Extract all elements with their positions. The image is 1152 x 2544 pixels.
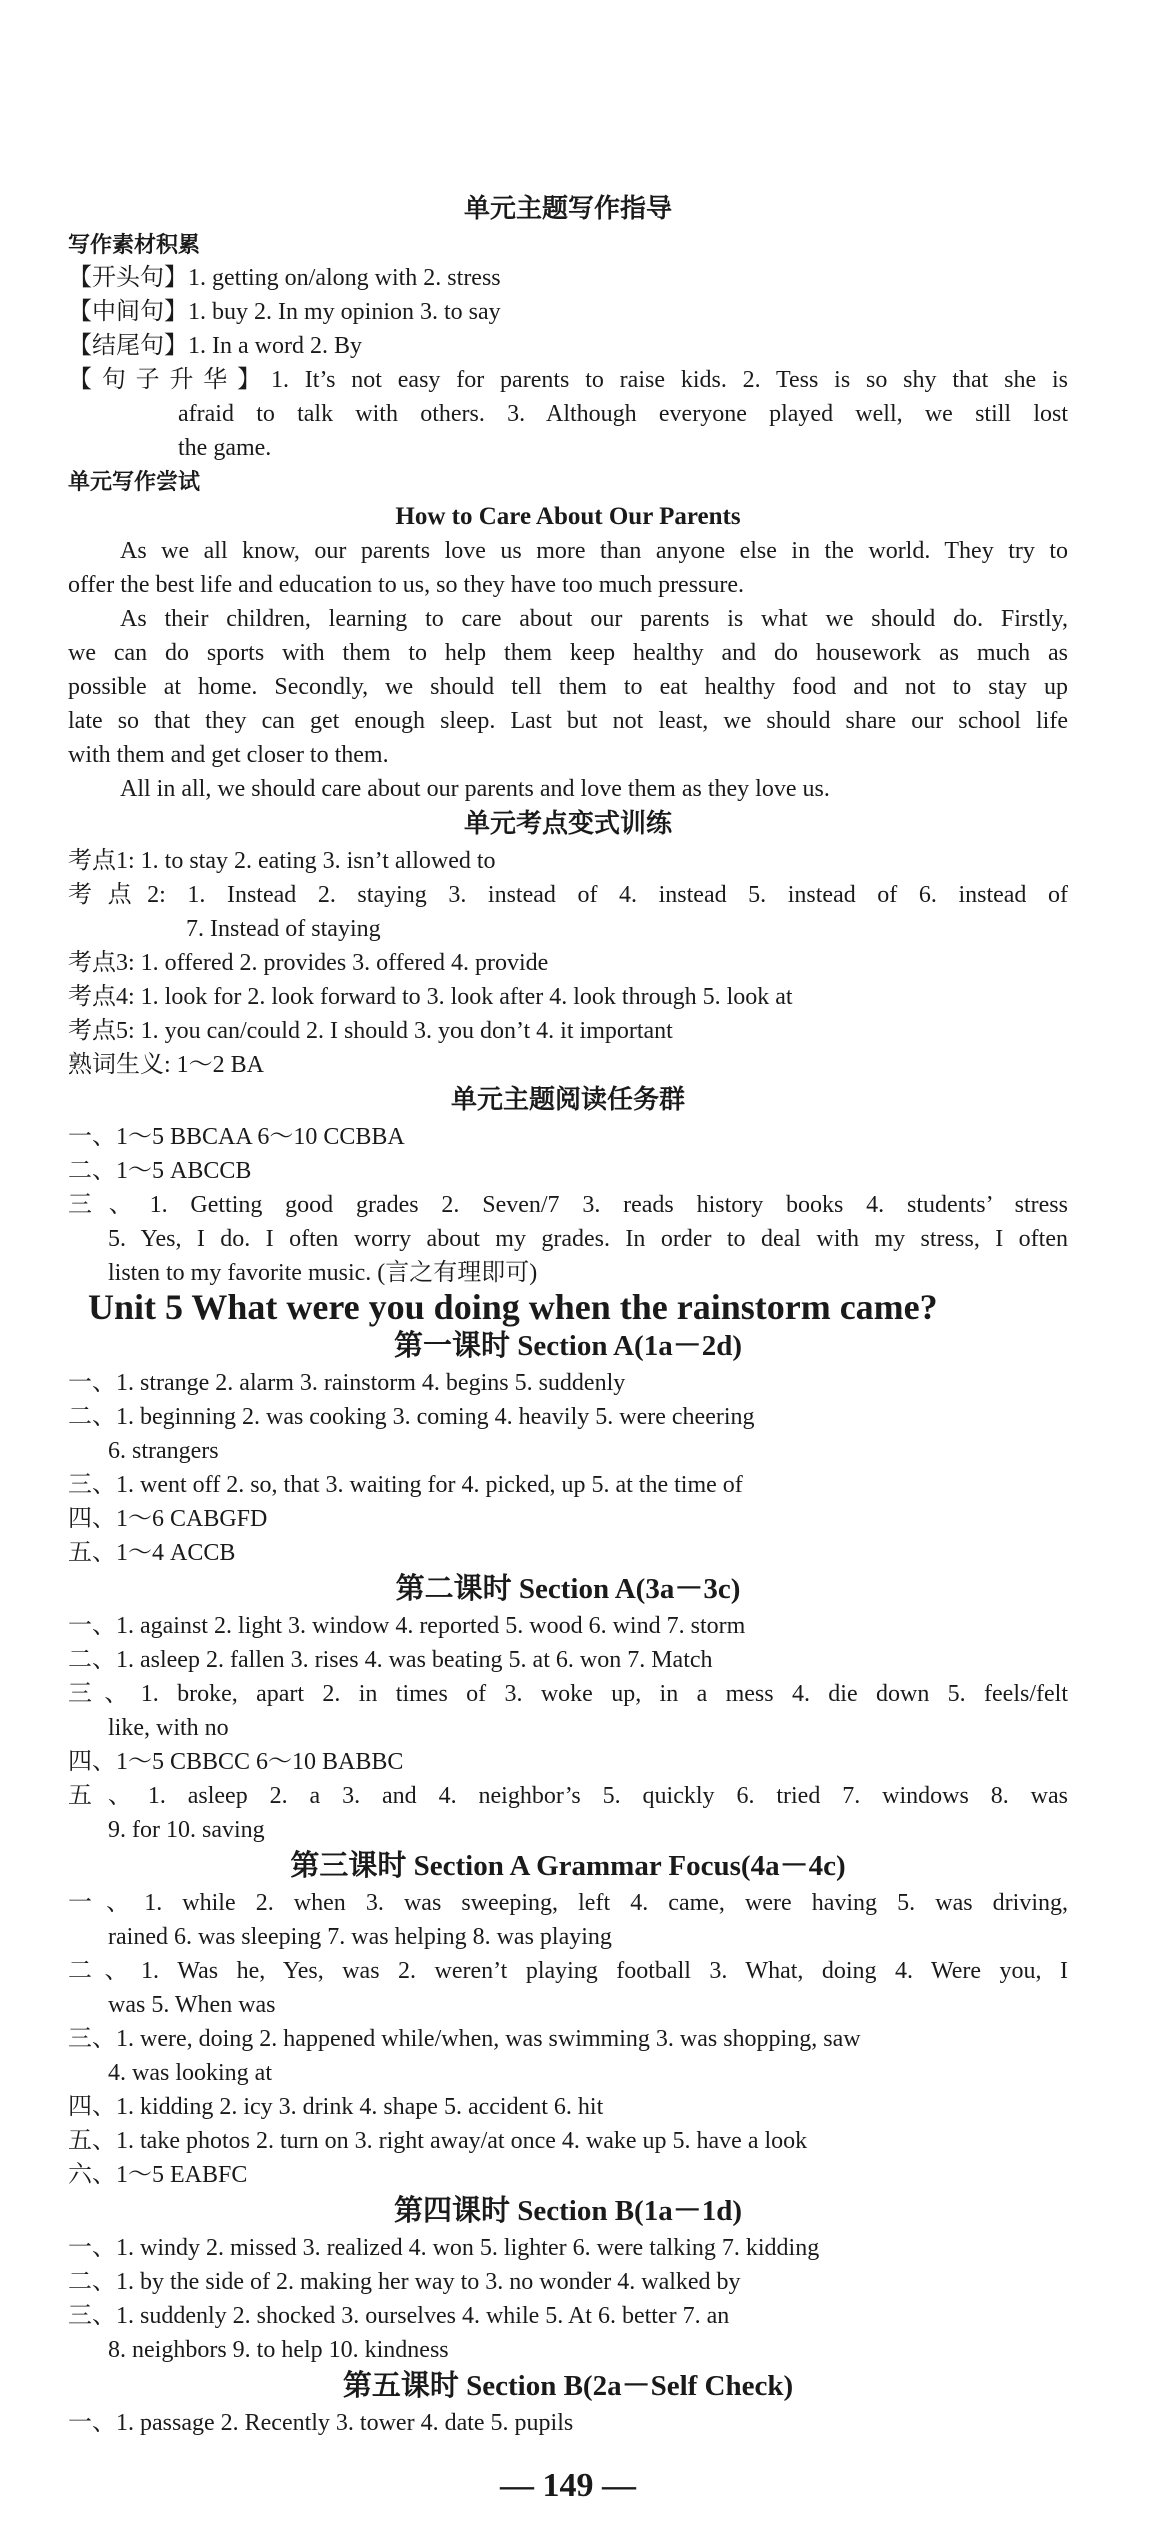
lesson-2-part-2: 二、1. asleep 2. fallen 3. rises 4. was beating 5. at 6. won 7. Match: [68, 1647, 713, 1673]
lesson-4-part-2: 二、1. by the side of 2. making her way to 3. no wonder 4. walked by: [68, 2269, 741, 2295]
lesson-5-title: 第五课时 Section B(2a－Self Check): [342, 2370, 794, 2402]
exam-point-1: 考点1: 1. to stay 2. eating 3. isn’t allowed to: [68, 848, 496, 874]
sentence-upgrade-line-3: the game.: [178, 435, 272, 461]
lesson-2-part-5-line-1: 五、1. asleep 2. a 3. and 4. neighbor’s 5. quickly 6. tried 7. windows 8. was: [68, 1783, 1068, 1809]
opening-sentences: 【开头句】1. getting on/along with 2. stress: [68, 265, 501, 291]
lesson-5-part-1: 一、1. passage 2. Recently 3. tower 4. date 5. pupils: [68, 2410, 574, 2436]
lesson-3-part-6: 六、1～5 EABFC: [68, 2162, 248, 2188]
lesson-2-part-5-line-2: 9. for 10. saving: [108, 1817, 265, 1843]
essay-title: How to Care About Our Parents: [395, 503, 741, 530]
lesson-2-title: 第二课时 Section A(3a－3c): [395, 1573, 741, 1605]
lesson-4-part-3-line-1: 三、1. suddenly 2. shocked 3. ourselves 4. while 5. At 6. better 7. an: [68, 2303, 730, 2329]
lesson-3-part-1-line-2: rained 6. was sleeping 7. was helping 8. was playing: [108, 1924, 612, 1950]
lesson-3-part-2-line-1: 二、1. Was he, Yes, was 2. weren’t playing football 3. What, doing 4. Were you, I: [68, 1958, 1068, 1984]
lesson-3-part-3-line-1: 三、1. were, doing 2. happened while/when, was swimming 3. was shopping, saw: [68, 2026, 861, 2052]
reading-part-3-line-3: listen to my favorite music. (言之有理即可): [108, 1260, 538, 1286]
lesson-2-part-1: 一、1. against 2. light 3. window 4. reported 5. wood 6. wind 7. storm: [68, 1613, 746, 1639]
lesson-3-title: 第三课时 Section A Grammar Focus(4a－4c): [290, 1850, 846, 1882]
essay-p2-line-4: late so that they can get enough sleep. Last but not least, we should share our school life: [68, 708, 1068, 734]
sentence-upgrade-line-1: 【句子升华】1. It’s not easy for parents to raise kids. 2. Tess is so shy that she is: [68, 367, 1068, 393]
lesson-3-part-4: 四、1. kidding 2. icy 3. drink 4. shape 5. accident 6. hit: [68, 2094, 604, 2120]
essay-p3-line-1: All in all, we should care about our parents and love them as they love us.: [120, 776, 830, 802]
reading-part-3-line-1: 三、1. Getting good grades 2. Seven/7 3. reads history books 4. students’ stress: [68, 1192, 1068, 1218]
lesson-2-part-3-line-2: like, with no: [108, 1715, 229, 1741]
reading-tasks-title: 单元主题阅读任务群: [450, 1085, 685, 1115]
lesson-3-part-3-line-2: 4. was looking at: [108, 2060, 272, 2086]
lesson-4-part-3-line-2: 8. neighbors 9. to help 10. kindness: [108, 2337, 449, 2363]
lesson-1-title: 第一课时 Section A(1a－2d): [393, 1330, 742, 1362]
reading-part-3-line-2: 5. Yes, I do. I often worry about my grades. In order to deal with my stress, I often: [108, 1226, 1068, 1252]
sentence-upgrade-line-2: afraid to talk with others. 3. Although everyone played well, we still lost: [178, 401, 1068, 427]
lesson-1-part-4: 四、1～6 CABGFD: [68, 1506, 268, 1532]
exam-point-3: 考点3: 1. offered 2. provides 3. offered 4. provide: [68, 950, 549, 976]
familiar-word-meaning: 熟词生义: 1～2 BA: [68, 1052, 265, 1078]
essay-p2-line-5: with them and get closer to them.: [68, 742, 389, 768]
writing-guide-title: 单元主题写作指导: [463, 194, 672, 224]
page-number: — 149 —: [500, 2467, 636, 2504]
lesson-4-title: 第四课时 Section B(1a－1d): [393, 2195, 742, 2227]
exam-point-2-line-2: 7. Instead of staying: [186, 916, 381, 942]
lesson-1-part-5: 五、1～4 ACCB: [68, 1540, 236, 1566]
lesson-1-part-2-line-1: 二、1. beginning 2. was cooking 3. coming 4. heavily 5. were cheering: [68, 1404, 755, 1430]
lesson-1-part-2-line-2: 6. strangers: [108, 1438, 219, 1464]
reading-part-1: 一、1～5 BBCAA 6～10 CCBBA: [68, 1124, 405, 1150]
attempt-heading: 单元写作尝试: [68, 470, 201, 495]
middle-sentences: 【中间句】1. buy 2. In my opinion 3. to say: [68, 299, 501, 325]
essay-p1-line-2: offer the best life and education to us, so they have too much pressure.: [68, 572, 745, 598]
essay-p2-line-1: As their children, learning to care about our parents is what we should do. Firstly,: [120, 606, 1068, 632]
lesson-2-part-4: 四、1～5 CBBCC 6～10 BABBC: [68, 1749, 404, 1775]
lesson-3-part-5: 五、1. take photos 2. turn on 3. right away/at once 4. wake up 5. have a look: [68, 2128, 808, 2154]
lesson-4-part-1: 一、1. windy 2. missed 3. realized 4. won 5. lighter 6. were talking 7. kidding: [68, 2235, 820, 2261]
lesson-1-part-3: 三、1. went off 2. so, that 3. waiting for 4. picked, up 5. at the time of: [68, 1472, 743, 1498]
essay-p2-line-3: possible at home. Secondly, we should tell them to eat healthy food and not to stay up: [68, 674, 1068, 700]
exam-point-5: 考点5: 1. you can/could 2. I should 3. you don’t 4. it important: [68, 1018, 673, 1044]
unit-5-title: Unit 5 What were you doing when the rainstorm came?: [88, 1287, 938, 1327]
ending-sentences: 【结尾句】1. In a word 2. By: [68, 333, 362, 359]
lesson-2-part-3-line-1: 三、1. broke, apart 2. in times of 3. woke up, in a mess 4. die down 5. feels/felt: [68, 1681, 1068, 1707]
essay-p2-line-2: we can do sports with them to help them keep healthy and do housework as much as: [68, 640, 1068, 666]
exam-point-2-line-1: 考点2: 1. Instead 2. staying 3. instead of 4. instead 5. instead of 6. instead of: [68, 882, 1068, 908]
lesson-3-part-2-line-2: was 5. When was: [108, 1992, 276, 2018]
reading-part-2: 二、1～5 ABCCB: [68, 1158, 252, 1184]
essay-p1-line-1: As we all know, our parents love us more than anyone else in the world. They try to: [120, 538, 1068, 564]
lesson-3-part-1-line-1: 一、1. while 2. when 3. was sweeping, left 4. came, were having 5. was driving,: [68, 1890, 1068, 1916]
exam-points-title: 单元考点变式训练: [463, 809, 672, 839]
exam-point-4: 考点4: 1. look for 2. look forward to 3. look after 4. look through 5. look at: [68, 984, 793, 1010]
lesson-1-part-1: 一、1. strange 2. alarm 3. rainstorm 4. begins 5. suddenly: [68, 1370, 626, 1396]
materials-heading: 写作素材积累: [68, 233, 201, 258]
